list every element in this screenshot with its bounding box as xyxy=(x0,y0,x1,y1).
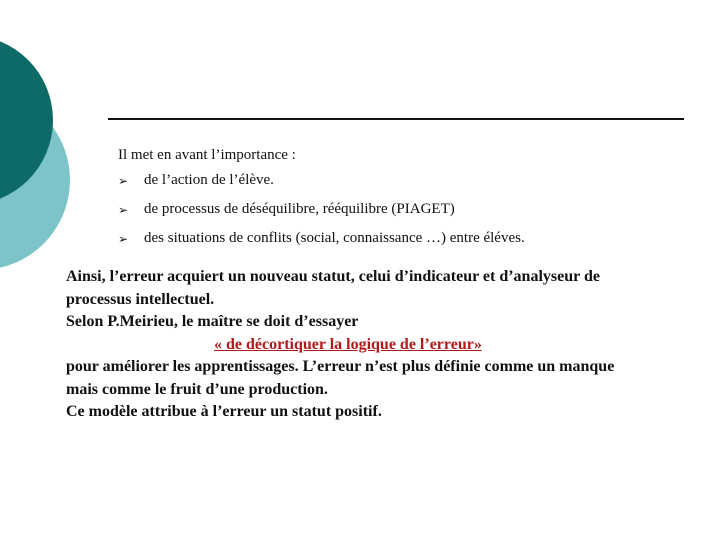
paragraph-line: Selon P.Meirieu, le maître se doit d’essayer xyxy=(66,313,359,330)
paragraph-line: Ainsi, l’erreur acquiert un nouveau statut, celui d’indicateur et d’analyseur de xyxy=(66,268,600,285)
arrow-bullet-icon: ➢ xyxy=(118,232,129,246)
list-item xyxy=(118,230,525,259)
paragraph-line: pour améliorer les apprentissages. L’erreur n’est plus définie comme un manque xyxy=(66,358,615,375)
decorative-circles xyxy=(0,0,80,290)
main-paragraph xyxy=(66,266,706,424)
paragraph-line: mais comme le fruit d’une production. xyxy=(66,380,328,398)
intro-text: Il met en avant l’importance : xyxy=(118,147,296,163)
list-item xyxy=(118,172,525,201)
paragraph-line: processus intellectuel. xyxy=(66,290,215,308)
bullet-text: de l’action de l’élève. xyxy=(144,172,274,188)
paragraph-line: Ce modèle attribue à l’erreur un statut positif. xyxy=(66,403,382,420)
horizontal-rule xyxy=(108,118,684,120)
bullet-list xyxy=(118,172,525,259)
arrow-bullet-icon: ➢ xyxy=(118,174,129,188)
arrow-bullet-icon: ➢ xyxy=(118,203,129,217)
bullet-text: des situations de conflits (social, connaissance …) entre éléves. xyxy=(144,230,525,246)
list-item xyxy=(118,201,525,230)
bullet-text: de processus de déséquilibre, rééquilibre (PIAGET) xyxy=(144,201,455,217)
meirieu-quote: « de décortiquer la logique de l’erreur» xyxy=(214,335,482,353)
